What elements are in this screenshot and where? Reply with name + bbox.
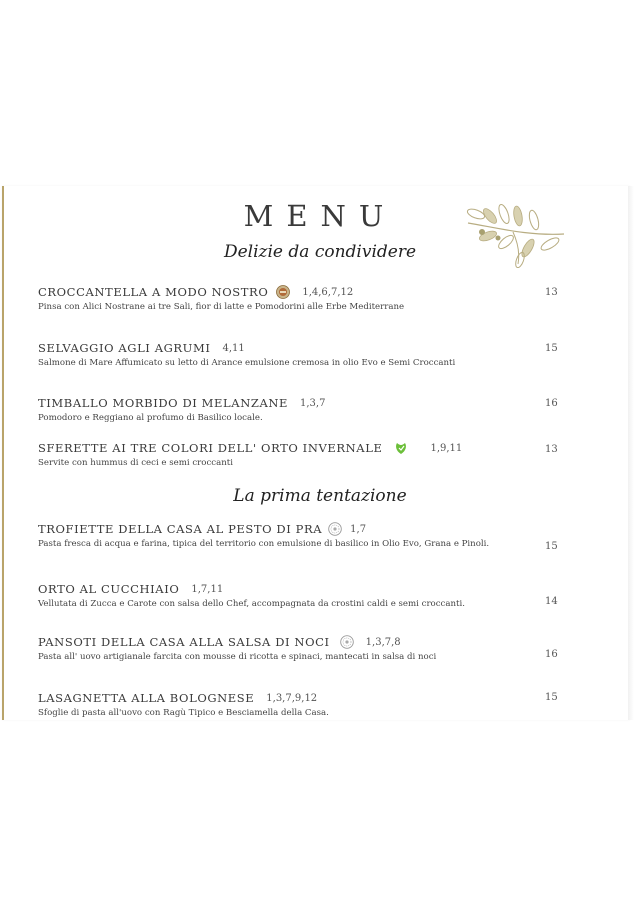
item-name: TIMBALLO MORBIDO DI MELANZANE — [38, 396, 289, 410]
menu-item — [38, 691, 558, 718]
menu-item — [38, 522, 558, 549]
menu-item — [38, 341, 558, 368]
item-description: Pomodoro e Reggiano al profumo di Basilico locale. — [38, 413, 263, 423]
sheet-shadow-edge — [628, 186, 634, 720]
item-allergens: 1,7 — [350, 523, 367, 535]
item-price: 15 — [545, 692, 558, 703]
item-name: ORTO AL CUCCHIAIO — [38, 582, 180, 596]
menu-item — [38, 285, 558, 312]
item-description: Pasta fresca di acqua e farina, tipica del territorio con emulsione di basilico in Olio Evo, Grana e Pinoli. — [38, 539, 490, 549]
item-name: SFERETTE AI TRE COLORI DELL' ORTO INVERNALE — [38, 441, 383, 455]
item-allergens: 1,7,11 — [191, 583, 224, 595]
section-title: Delizie da condividere — [223, 242, 417, 262]
item-price: 14 — [545, 596, 558, 607]
item-price: 16 — [545, 398, 558, 409]
item-allergens: 1,9,11 — [430, 442, 463, 454]
menu-item — [38, 635, 558, 662]
house-made-seal-icon — [328, 522, 342, 536]
menu-item — [38, 396, 558, 423]
vegan-leaf-icon — [394, 441, 408, 455]
menu-item — [38, 441, 558, 468]
item-allergens: 1,3,7,9,12 — [266, 692, 318, 704]
item-description: Pinsa con Alici Nostrane ai tre Sali, fior di latte e Pomodorini alle Erbe Mediterrane — [38, 302, 405, 312]
menu-title: MENU — [243, 199, 397, 233]
item-description: Pasta all' uovo artigianale farcita con mousse di ricotta e spinaci, mantecati in salsa di noci — [38, 652, 437, 662]
item-name: LASAGNETTA ALLA BOLOGNESE — [38, 691, 255, 705]
item-name: CROCCANTELLA A MODO NOSTRO — [38, 285, 269, 299]
item-price: 13 — [545, 444, 558, 455]
item-description: Servite con hummus di ceci e semi croccanti — [38, 458, 233, 468]
item-price: 16 — [545, 649, 558, 660]
item-name: PANSOTI DELLA CASA ALLA SALSA DI NOCI — [38, 635, 330, 649]
item-description: Sfoglie di pasta all'uovo con Ragù Tipico e Besciamella della Casa. — [38, 708, 329, 718]
item-description: Salmone di Mare Affumicato su letto di Arance emulsione cremosa in olio Evo e Semi Croccanti — [38, 358, 456, 368]
item-price: 13 — [545, 287, 558, 298]
item-price: 15 — [545, 343, 558, 354]
item-allergens: 1,4,6,7,12 — [302, 286, 354, 298]
menu-item — [38, 582, 558, 609]
item-allergens: 1,3,7 — [300, 397, 326, 409]
item-price: 15 — [545, 541, 558, 552]
item-name: TROFIETTE DELLA CASA AL PESTO DI PRA — [38, 522, 323, 536]
house-made-seal-icon — [340, 635, 354, 649]
pinsa-icon — [276, 285, 290, 299]
section-title: La prima tentazione — [233, 486, 407, 506]
item-name: SELVAGGIO AGLI AGRUMI — [38, 341, 211, 355]
item-allergens: 1,3,7,8 — [365, 636, 401, 648]
item-description: Vellutata di Zucca e Carote con salsa dello Chef, accompagnata da crostini caldi e semi croccanti. — [38, 599, 465, 609]
item-allergens: 4,11 — [222, 342, 245, 354]
